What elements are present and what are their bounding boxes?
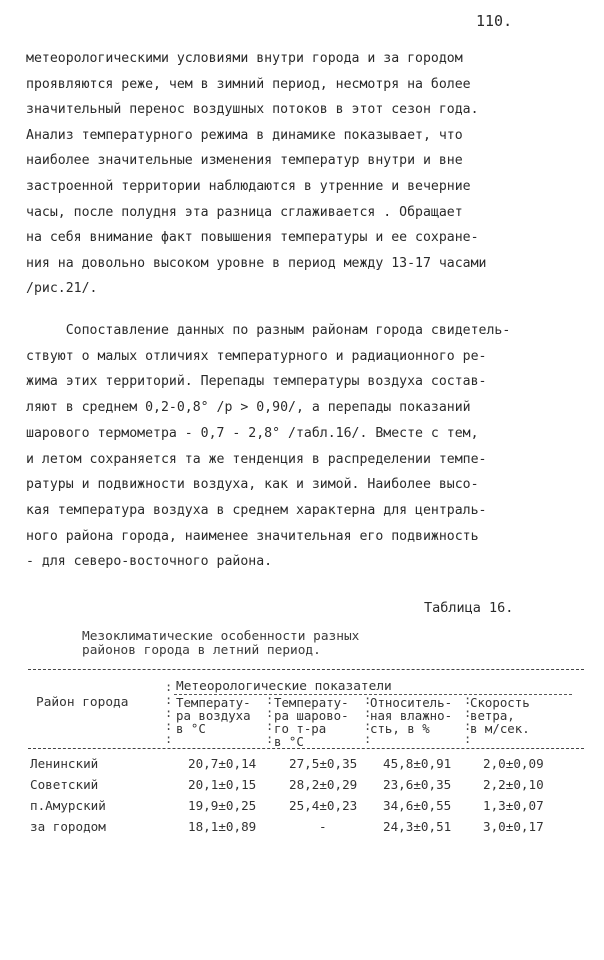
cell-relative-humidity: 45,8±0,91 bbox=[383, 756, 452, 771]
row-header-cell: Район города bbox=[36, 695, 129, 710]
cell-globe-temperature: - bbox=[319, 819, 327, 834]
column-header-wind-speed: Скорость ветра, в м/сек. bbox=[470, 695, 530, 736]
row-district: Ленинский bbox=[30, 756, 99, 771]
cell-relative-humidity: 23,6±0,35 bbox=[383, 777, 452, 792]
cell-air-temperature: 19,9±0,25 bbox=[188, 798, 257, 813]
cell-air-temperature: 20,1±0,15 bbox=[188, 777, 257, 792]
header-separator: : : : : bbox=[364, 693, 372, 746]
table-caption: Мезоклиматические особенности разных районов города в летний период. bbox=[82, 629, 360, 658]
cell-globe-temperature: 27,5±0,35 bbox=[289, 756, 358, 771]
cell-relative-humidity: 34,6±0,55 bbox=[383, 798, 452, 813]
column-header-relative-humidity: Относитель- ная влажно- сть, в % bbox=[370, 695, 453, 736]
cell-wind-speed: 3,0±0,17 bbox=[483, 819, 544, 834]
cell-air-temperature: 18,1±0,89 bbox=[188, 819, 257, 834]
table-rule-top bbox=[28, 669, 584, 670]
row-district: Советский bbox=[30, 777, 99, 792]
table-label: Таблица 16. bbox=[424, 600, 514, 616]
cell-relative-humidity: 24,3±0,51 bbox=[383, 819, 452, 834]
column-header-air-temperature: Температу- ра воздуха в °С bbox=[176, 695, 251, 736]
row-district: за городом bbox=[30, 819, 106, 834]
cell-globe-temperature: 25,4±0,23 bbox=[289, 798, 358, 813]
table-rule-header-bottom bbox=[28, 748, 584, 749]
header-separator: : : : : bbox=[266, 693, 274, 746]
header-separator: : : : : bbox=[464, 693, 472, 746]
cell-wind-speed: 1,3±0,07 bbox=[483, 798, 544, 813]
page-number: 110. bbox=[476, 12, 513, 30]
cell-wind-speed: 2,0±0,09 bbox=[483, 756, 544, 771]
group-header-cell: Метеорологические показатели bbox=[176, 679, 392, 694]
row-district: п.Амурский bbox=[30, 798, 106, 813]
column-header-globe-temperature: Температу- ра шарово- го т-ра в °С bbox=[274, 695, 349, 749]
paragraph-1: метеорологическими условиями внутри города и за городом проявляются реже, чем в зимний период, несмотря на более значительный перенос воздушных потоков в этот сезон года. Анализ температурного режима в динамике показывает, что наиболее значительные изменения температур внутри и вне застроенной территории наблюдаются в утренние и вечерние часы, после полудня эта разница сглаживается . Обращает на себя внимание факт повышения температуры и ее сохране- ния на довольно высоком уровне в период между 13-17 часами /рис.21/. bbox=[26, 51, 487, 297]
cell-air-temperature: 20,7±0,14 bbox=[188, 756, 257, 771]
paragraph-2: Сопоставление данных по разным районам города свидетель- ствуют о малых отличиях температурного и радиационного ре- жима этих территорий. Перепады температуры воздуха состав- ляют в среднем 0,2-0,8° /р > 0,90/, а перепады показаний шарового термометра - 0,7 - 2,8° /табл.16/. Вместе с тем, и летом сохраняется та же тенденция в распределении темпе- ратуры и подвижности воздуха, как и зимой. Наиболее высо- кая температура воздуха в среднем характерна для централь- ного района города, наименее значительная его подвижность - для северо-восточного района. bbox=[26, 323, 511, 570]
header-separator: : : : : : bbox=[165, 680, 173, 746]
cell-globe-temperature: 28,2±0,29 bbox=[289, 777, 358, 792]
cell-wind-speed: 2,2±0,10 bbox=[483, 777, 544, 792]
